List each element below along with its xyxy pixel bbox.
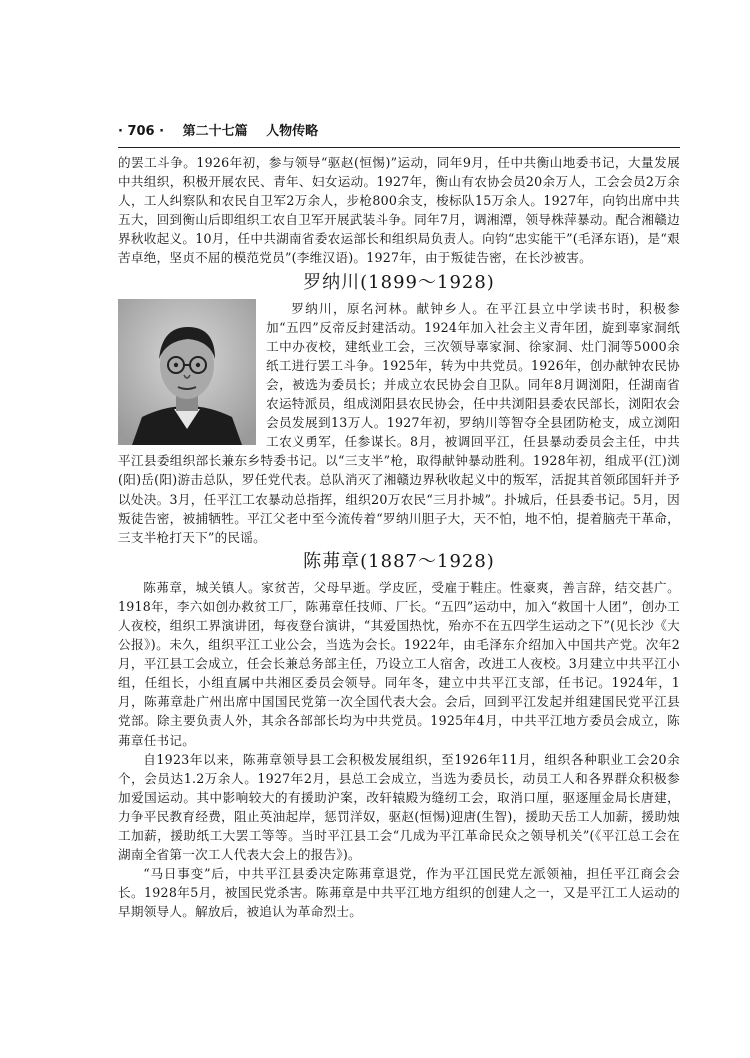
luo-text: 罗纳川，原名河林。献钟乡人。在平江县立中学读书时，积极参加“五四”反帝反封建活动。1924年加入社会主义青年团，旋到辜家洞纸工中办夜校，建纸业工会，三次领导辜家洞、徐家洞、灶门洞等5000余纸工进行罢工斗争。1925年，转为中共党员。1926年，创办献钟农民协会，被选为委员长；并成立农民协会自卫队。同年8月调浏阳，任湖南省农运特派员，组成浏阳县农民协会，任中共浏阳县委农民部长，浏阳农会会员发展到13万人。1927年初，罗纳川等智夺全县团防枪支，成立浏阳工农义勇军，任参谋长。8月，被调回平江，任县暴动委员会主任，中共平江县委组织部长兼东乡特委书记。以“三支半”枪，取得献钟暴动胜利。1928年初，组成平(江)浏(阳)岳(阳)游击总队，罗任党代表。总队消灭了湘赣边界秋收起义中的叛军，活捉其首领邱国轩并予以处决。3月，任平江工农暴动总指挥，组织20万农民“三月扑城”。扑城后，任县委书记。5月，因叛徒告密，被捕牺牲。平江父老中至今流传着“罗纳川胆子大，天不怕，地不怕，提着脑壳干革命，三支半枪打天下”的民谣。 xyxy=(118,300,680,545)
chen-paragraph-1: 陈茀章，城关镇人。家贫苦，父母早逝。学皮匠，受雇于鞋庄。性豪爽，善言辞，结交甚广。1918年，李六如创办救贫工厂，陈茀章任技师、厂长。“五四”运动中，加入“救国十人团”，创办工人夜校，组织工界演讲团，每夜登台演讲，“其爱国热忱，殆亦不在五四学生运动之下”(见长沙《大公报》)。未久，组织平江工业公会，当选为会长。1922年，由毛泽东介绍加入中国共产党。次年2月，平江县工会成立，任会长兼总务部主任，乃设立工人宿舍，改进工人夜校。3月建立中共平江小组，任组长，小组直属中共湘区委员会领导。同年冬，建立中共平江支部，任书记。1924年，1月，陈茀章赴广州出席中国国民党第一次全国代表大会。会后，回到平江发起并组建国民党平江县党部。除主要负责人外，其余各部部长均为中共党员。1925年4月，中共平江地方委员会成立，陈茀章任书记。 xyxy=(118,579,680,748)
page-header xyxy=(118,120,678,140)
intro-paragraph xyxy=(118,153,680,268)
chen-title: 陈茀章(1887～1928) xyxy=(303,550,495,572)
section-title: 人物传略 xyxy=(266,124,319,139)
chen-biography xyxy=(118,578,680,922)
luo-biography xyxy=(118,299,680,547)
intro-text: 的罢工斗争。1926年初，参与领导“驱赵(恒惕)”运动，同年9月，任中共衡山地委书记，大量发展中共组织，积极开展农民、青年、妇女运动。1927年，衡山有农协会员20余万人，工会会员2万余人，工人纠察队和农民自卫军2万余人，步枪800余支，梭标队15万余人。1927年，向钧出席中共五大，回到衡山后即组织工农自卫军开展武装斗争。同年7月，调湘潭，领导株萍暴动。配合湘赣边界秋收起义。10月，任中共湖南省委农运部长和组织局负责人。向钧“忠实能干”(毛泽东语)，是“艰苦卓绝，坚贞不屈的模范党员”(李维汉语)。1927年，由于叛徒告密，在长沙被害。 xyxy=(118,155,680,266)
chen-paragraph-2: 自1923年以来，陈茀章领导县工会积极发展组织，至1926年11月，组织各种职业工会20余个，会员达1.2万余人。1927年2月，县总工会成立，当选为委员长，动员工人和各界群众积极参加爱国运动。其中影响较大的有援助沪案，改轩辕殿为缝纫工会，取消口厘，驱逐厘金局长唐建，力争平民教育经费，阻止英油起岸，惩罚洋奴，驱赵(恒惕)迎唐(生智)，援助天岳工人加薪，援助烛工加薪，援助纸工大罢工等等。当时平江县工会“几成为平江革命民众之领导机关”(《平江总工会在湖南全省第一次工人代表大会上的报告》)。 xyxy=(118,751,680,863)
portrait-svg xyxy=(118,299,256,445)
page-number: · 706 · xyxy=(118,124,165,139)
page-body xyxy=(118,153,680,921)
chen-paragraph-3: “马日事变”后，中共平江县委决定陈茀章退党，作为平江国民党左派领袖，担任平江商会会长。1928年5月，被国民党杀害。陈茀章是中共平江地方组织的创建人之一，又是平江工人运动的早期领导人。解放后，被追认为革命烈士。 xyxy=(118,866,680,920)
luo-title: 罗纳川(1899～1928) xyxy=(303,271,495,293)
header-rule xyxy=(118,147,680,148)
part-title: 第二十七篇 xyxy=(182,124,248,139)
portrait-photo-icon xyxy=(118,299,256,445)
